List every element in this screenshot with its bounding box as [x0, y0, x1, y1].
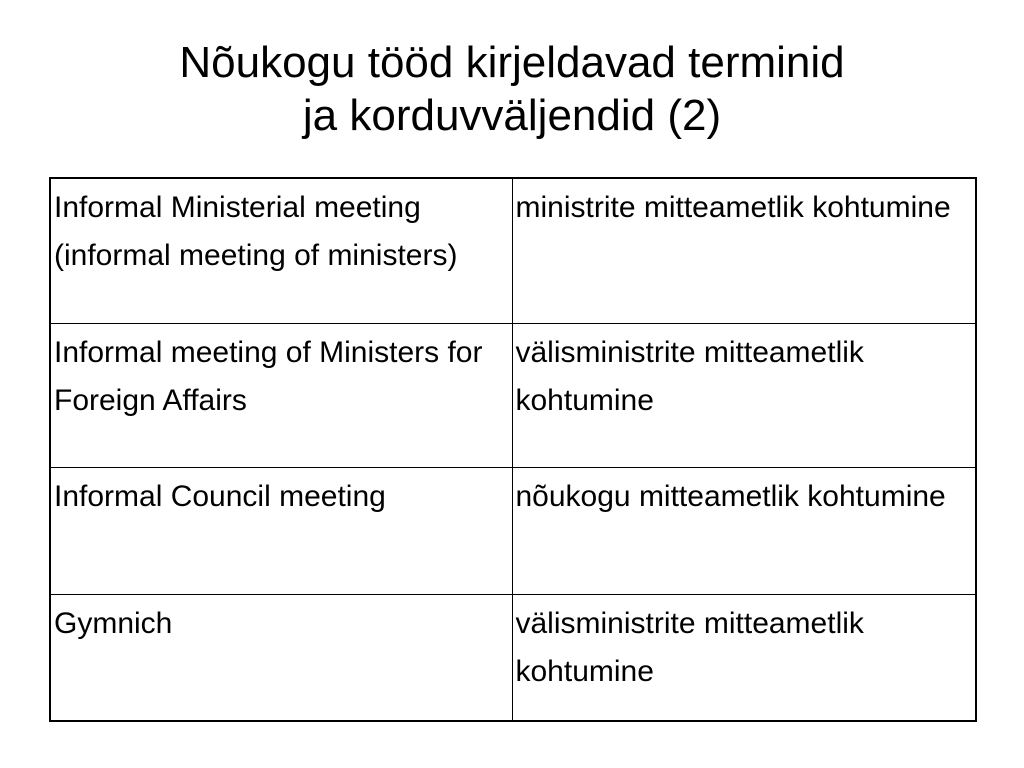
estonian-term-cell: nõukogu mitteametlik kohtumine [512, 468, 976, 595]
estonian-term-cell: välisministrite mitteametlik kohtumine [512, 595, 976, 722]
table-row [50, 324, 976, 468]
table-row [50, 468, 976, 595]
estonian-term-cell: välisministrite mitteametlik kohtumine [512, 324, 976, 468]
english-term-cell: Informal Ministerial meeting (informal meeting of ministers) [50, 178, 512, 324]
terminology-table [49, 177, 977, 722]
slide-title [0, 36, 1024, 142]
slide-title-line-2: ja korduvväljendid (2) [302, 91, 722, 140]
english-term-cell: Gymnich [50, 595, 512, 722]
table-row [50, 595, 976, 722]
english-term-cell: Informal meeting of Ministers for Foreign Affairs [50, 324, 512, 468]
english-term-cell: Informal Council meeting [50, 468, 512, 595]
table-row [50, 178, 976, 324]
estonian-term-cell: ministrite mitteametlik kohtumine [512, 178, 976, 324]
slide-title-line-1: Nõukogu tööd kirjeldavad terminid [179, 38, 845, 87]
